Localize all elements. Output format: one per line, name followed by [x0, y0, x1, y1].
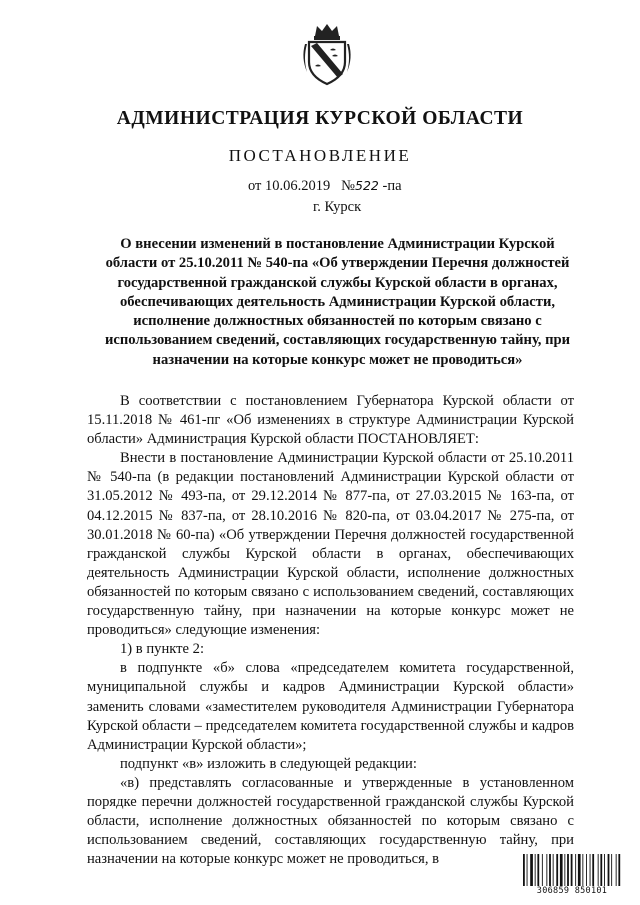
paragraph: Внести в постановление Администрации Курской области от 25.10.2011 № 540-па (в редакции постановлений Администрации Курской области от 31.05.2012 № 493-па, от 29.12.2014 № 877-па, от 27.03.2015 № 163-па, от 04.12.2015 № 837-па, от 28.10.2016 № 820-па, от 03.04.2017 № 275-па, от 30.01.2018 № 60-па) «Об утверждении Перечня должностей государственной гражданской службы Курской области в органах, обеспечивающих деятельность Администрации Курской области, исполнение должностных обязанностей по которым связано с использованием сведений, составляющих государственную тайну, при назначении на которые конкурс может не проводиться» следующие изменения:: [87, 450, 574, 639]
document-number: 522: [355, 178, 379, 193]
paragraph: 1) в пункте 2:: [120, 641, 205, 658]
document-title: О внесении изменений в постановление Администрации Курской области от 25.10.2011 № 540-па «Об утверждении Перечня должностей государственной гражданской службы Курской области в органах, обеспечивающих деятельность Администрации Курской области, исполнение должностных обязанностей по которым связано с использованием сведений, составляющих государственную тайну, при назначении на которые конкурс может не проводиться»: [104, 236, 571, 368]
paragraph: в подпункте «б» слова «председателем комитета государственной, муниципальной службы и кадров Администрации Курской области» заменить словами «заместителем руководителя Администрации Губернатора Курской области – председателем комитета государственной службы и кадров Администрации Курской области»;: [87, 660, 574, 753]
barcode-digits: 306859 850101: [536, 886, 608, 896]
paragraph: В соответствии с постановлением Губернатора Курской области от 15.11.2018 № 461-пг «Об изменениях в структуре Администрации Курской области» Администрация Курской области ПОСТАНОВЛЯЕТ:: [87, 393, 574, 448]
number-suffix: -па: [382, 178, 402, 194]
document-date-number: [248, 178, 402, 195]
barcode: [522, 854, 622, 898]
document-type: ПОСТАНОВЛЕНИЕ: [228, 146, 412, 165]
city: г. Курск: [313, 199, 362, 215]
document-date: от 10.06.2019: [248, 178, 331, 194]
paragraph: «в) представлять согласованные и утвержденные в установленном порядке перечни должностей государственной гражданской службы Курской области, исполнение должностных обязанностей по которым связано с использованием сведений, составляющих государственную тайну, при назначении на которые конкурс может не проводиться, в: [87, 774, 574, 868]
coat-of-arms-emblem: [301, 22, 353, 86]
number-sign: №: [341, 178, 355, 194]
barcode-bars-icon: [522, 854, 622, 886]
organization-name: АДМИНИСТРАЦИЯ КУРСКОЙ ОБЛАСТИ: [116, 108, 524, 129]
document-body: [87, 392, 574, 869]
paragraph: подпункт «в» изложить в следующей редакции:: [120, 755, 417, 772]
